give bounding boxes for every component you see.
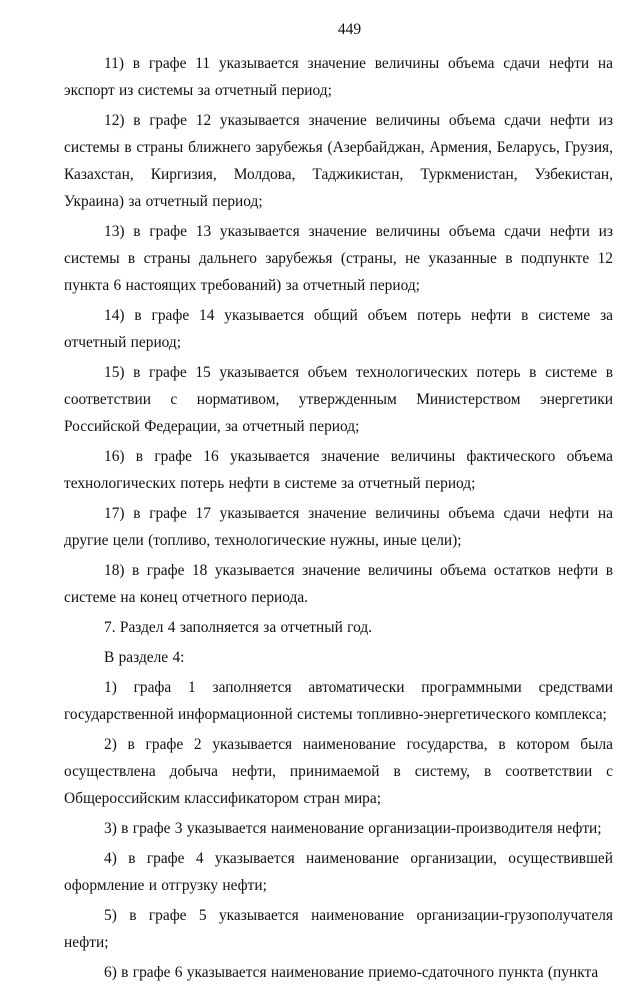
paragraph-item-1: 1) графа 1 заполняется автоматически программными средствами государственной информационной системы топливно-энергетического комплекса; (64, 679, 613, 723)
paragraph-item-17: 17) в графе 17 указывается значение величины объема сдачи нефти на другие цели (топливо, технологические нужны, иные цели); (64, 505, 613, 549)
paragraph-item-4: 4) в графе 4 указывается наименование организации, осуществившей оформление и отгрузку нефти; (64, 850, 613, 894)
page-number: 449 (337, 21, 362, 38)
paragraph-item-12: 12) в графе 12 указывается значение величины объема сдачи нефти из системы в страны ближнего зарубежья (Азербайджан, Армения, Беларусь, Грузия, Казахстан, Киргизия, Молдова, Таджикистан, Туркменистан, Узбекистан, Украина) за отчетный период; (64, 112, 613, 210)
paragraph-item-16: 16) в графе 16 указывается значение величины фактического объема технологических потерь нефти в системе за отчетный период; (64, 448, 613, 492)
paragraph-item-2: 2) в графе 2 указывается наименование государства, в котором была осуществлена добыча нефти, принимаемой в систему, в соответствии с Общероссийским классификатором стран мира; (64, 736, 613, 807)
paragraph-item-6: 6) в графе 6 указывается наименование приемо-сдаточного пункта (пункта (104, 964, 599, 981)
paragraph-item-5: 5) в графе 5 указывается наименование организации-грузополучателя нефти; (64, 907, 613, 951)
paragraph-item-18: 18) в графе 18 указывается значение величины объема остатков нефти в системе на конец отчетного периода. (64, 562, 613, 606)
paragraph-item-13: 13) в графе 13 указывается значение величины объема сдачи нефти из системы в страны дальнего зарубежья (страны, не указанные в подпункте 12 пункта 6 настоящих требований) за отчетный период; (64, 223, 613, 294)
paragraph-item-14: 14) в графе 14 указывается общий объем потерь нефти в системе за отчетный период; (64, 307, 613, 351)
section-7-heading: 7. Раздел 4 заполняется за отчетный год. (104, 619, 373, 636)
paragraph-item-11: 11) в графе 11 указывается значение величины объема сдачи нефти на экспорт из системы за отчетный период; (64, 55, 613, 99)
section-4-intro: В разделе 4: (104, 649, 185, 666)
paragraph-item-15: 15) в графе 15 указывается объем технологических потерь в системе в соответствии с нормативом, утвержденным Министерством энергетики Российской Федерации, за отчетный период; (64, 364, 613, 435)
paragraph-item-3: 3) в графе 3 указывается наименование организации-производителя нефти; (104, 820, 602, 837)
